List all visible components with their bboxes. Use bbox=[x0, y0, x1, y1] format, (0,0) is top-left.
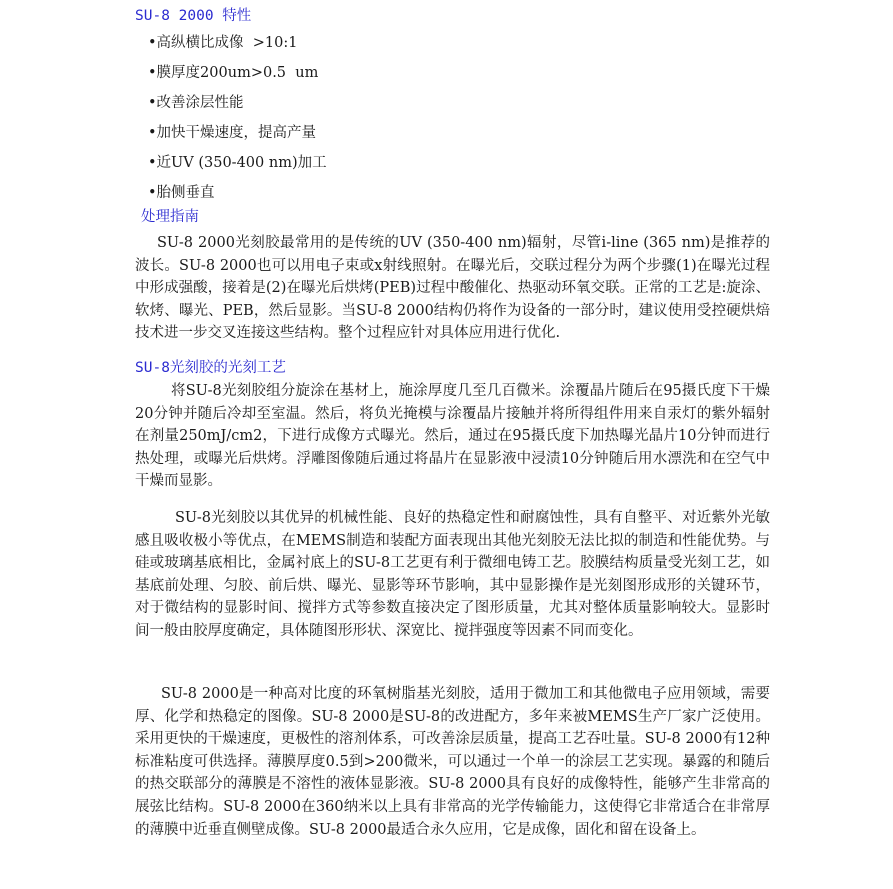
lithography-paragraph-3: SU-8 2000是一种高对比度的环氧树脂基光刻胶，适用于微加工和其他微电子应用领域，需要厚、化学和热稳定的图像。SU-8 2000是SU-8的改进配方，多年来被MEMS生产厂家广泛使用。采用更快的干燥速度，更极性的溶剂体系，可改善涂层质量，提高工艺吞吐量。SU-8 2000有12种标准粘度可供选择。薄膜厚度0.5到>200微米，可以通过一个单一的涂层工艺实现。暴露的和随后的热交联部分的薄膜是不溶性的液体显影液。SU-8 2000具有良好的成像特性，能够产生非常高的展弦比结构。SU-8 2000在360纳米以上具有非常高的光学传输能力，这使得它非常适合在非常厚的薄膜中近垂直侧壁成像。SU-8 2000最适合永久应用，它是成像，固化和留在设备上。 bbox=[135, 686, 770, 838]
list-item: •高纵横比成像 >10:1 bbox=[148, 35, 298, 51]
lithography-paragraph-2: SU-8光刻胶以其优异的机械性能、良好的热稳定性和耐腐蚀性，具有自整平、对近紫外光敏感且吸收极小等优点，在MEMS制造和装配方面表现出其他光刻胶无法比拟的制造和性能优势。与硅或玻璃基底相比，金属衬底上的SU-8工艺更有利于微细电铸工艺。胶膜结构质量受光刻工艺，如基底前处理、匀胶、前后烘、曝光、显影等环节影响，其中显影操作是光刻图形成形的关键环节，对于微结构的显影时间、搅拌方式等参数直接决定了图形质量，尤其对整体质量影响较大。显影时间一般由胶厚度确定，具体随图形形状、深宽比、搅拌强度等因素不同而变化。 bbox=[135, 510, 770, 639]
section-heading-properties: SU-8 2000 特性 bbox=[135, 8, 252, 24]
list-item: •膜厚度200um>0.5 um bbox=[148, 65, 319, 81]
section-heading-lithography-process: SU-8光刻胶的光刻工艺 bbox=[135, 360, 286, 376]
processing-guide-paragraph: SU-8 2000光刻胶最常用的是传统的UV (350-400 nm)辐射，尽管i-line (365 nm)是推荐的波长。SU-8 2000也可以用电子束或x射线照射。在曝光后，交联过程分为两个步骤(1)在曝光过程中形成强酸，接着是(2)在曝光后烘烤(PEB)过程中酸催化、热驱动环氧交联。正常的工艺是:旋涂、软烤、曝光、PEB，然后显影。当SU-8 2000结构仍将作为设备的一部分时，建议使用受控硬烘焙技术进一步交叉连接这些结构。整个过程应针对具体应用进行优化. bbox=[135, 235, 770, 342]
section-heading-processing-guide: 处理指南 bbox=[141, 209, 199, 225]
list-item: •近UV (350-400 nm)加工 bbox=[148, 155, 327, 171]
list-item: •胎侧垂直 bbox=[148, 185, 215, 201]
list-item: •改善涂层性能 bbox=[148, 95, 244, 111]
properties-list bbox=[148, 32, 327, 212]
list-item: •加快干燥速度，提高产量 bbox=[148, 125, 317, 141]
lithography-paragraph-1: 将SU-8光刻胶组分旋涂在基材上，施涂厚度几至几百微米。涂覆晶片随后在95摄氏度下干燥20分钟并随后冷却至室温。然后，将负光掩模与涂覆晶片接触并将所得组件用来自汞灯的紫外辐射在剂量250mJ/cm2，下进行成像方式曝光。然后，通过在95摄氏度下加热曝光晶片10分钟而进行热处理，或曝光后烘烤。浮雕图像随后通过将晶片在显影液中浸渍10分钟随后用水漂洗和在空气中干燥而显影。 bbox=[135, 383, 770, 490]
